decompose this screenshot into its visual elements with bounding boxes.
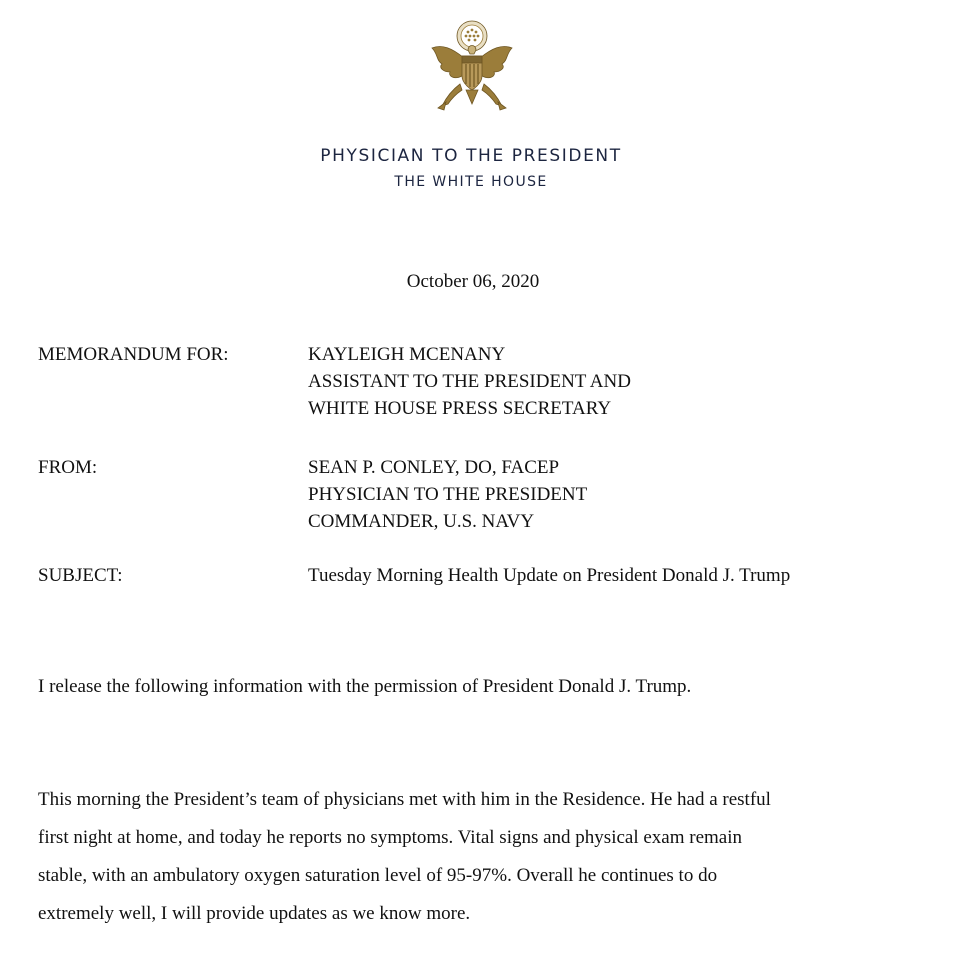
body-line: first night at home, and today he reports no symptoms. Vital signs and physical exam remain <box>38 827 743 848</box>
sender-line: COMMANDER, U.S. NAVY <box>308 511 535 532</box>
letterhead-subtitle: THE WHITE HOUSE <box>394 174 548 190</box>
presidential-eagle-seal-icon <box>424 14 520 118</box>
body-paragraph <box>38 789 938 941</box>
body-line: This morning the President’s team of physicians met with him in the Residence. He had a restful <box>38 789 771 810</box>
intro-paragraph: I release the following information with the permission of President Donald J. Trump. <box>38 676 692 697</box>
memo-for-recipient <box>308 341 631 422</box>
sender-line: PHYSICIAN TO THE PRESIDENT <box>308 484 588 505</box>
memo-date: October 06, 2020 <box>406 271 540 292</box>
memo-from-label: FROM: <box>38 457 98 478</box>
sender-line: SEAN P. CONLEY, DO, FACEP <box>308 457 560 478</box>
memo-for-label: MEMORANDUM FOR: <box>38 344 229 365</box>
memo-subject-value <box>308 562 790 589</box>
memo-subject-label: SUBJECT: <box>38 565 123 586</box>
body-line: stable, with an ambulatory oxygen saturation level of 95-97%. Overall he continues to do <box>38 865 718 886</box>
body-line: extremely well, I will provide updates as we know more. <box>38 903 471 924</box>
memo-from-sender <box>308 454 587 535</box>
recipient-line: KAYLEIGH MCENANY <box>308 344 506 365</box>
subject-text: Tuesday Morning Health Update on President Donald J. Trump <box>308 565 791 586</box>
letterhead-title: PHYSICIAN TO THE PRESIDENT <box>320 146 622 166</box>
recipient-line: WHITE HOUSE PRESS SECRETARY <box>308 398 612 419</box>
recipient-line: ASSISTANT TO THE PRESIDENT AND <box>308 371 631 392</box>
